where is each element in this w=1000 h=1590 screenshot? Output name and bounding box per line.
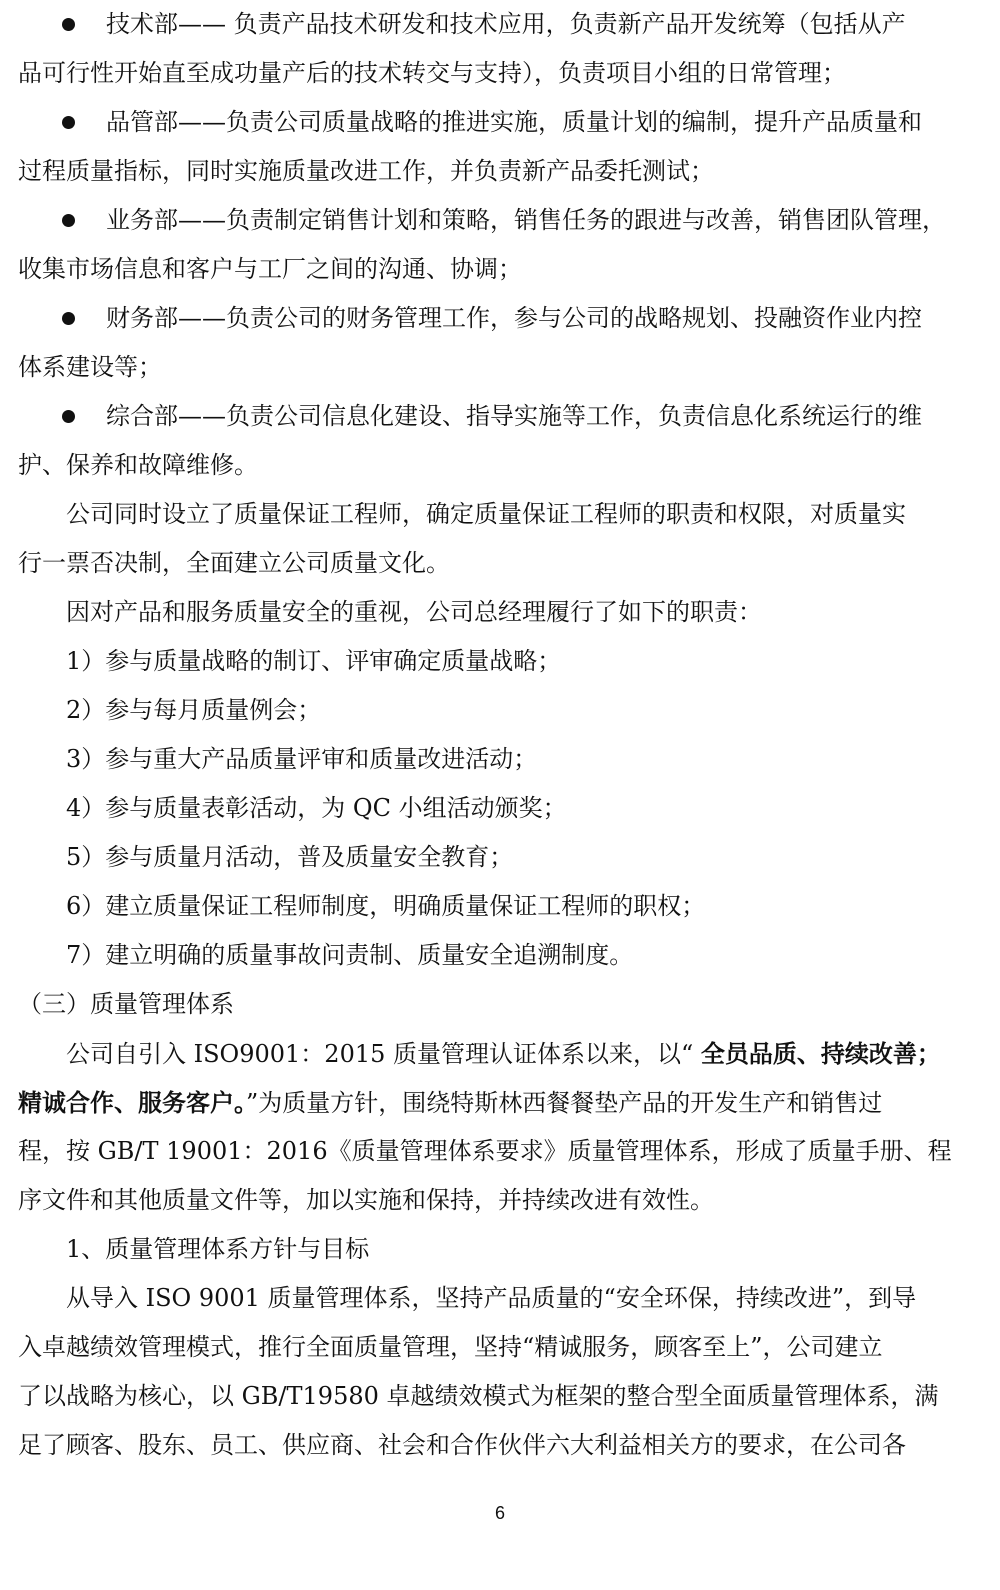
paragraph-excellence-cont xyxy=(0,1372,1000,1421)
duty-text: 2）参与每月质量例会； xyxy=(66,696,322,724)
paragraph-text: 入卓越绩效管理模式，推行全面质量管理，坚持“精诚服务，顾客至上”，公司建立 xyxy=(18,1333,883,1361)
bullet-item-sales xyxy=(0,196,1000,245)
bullet-item-tech-cont xyxy=(0,49,1000,98)
paragraph-text: 足了顾客、股东、员工、供应商、社会和合作伙伴六大利益相关方的要求，在公司各 xyxy=(18,1431,906,1459)
bullet-item-finance xyxy=(0,294,1000,343)
subheading-text: 1、质量管理体系方针与目标 xyxy=(66,1235,370,1263)
bullet-item-tech xyxy=(0,0,1000,49)
section-heading xyxy=(0,980,1000,1029)
duty-item xyxy=(0,735,1000,784)
paragraph-excellence-cont xyxy=(0,1421,1000,1470)
section-heading-text: （三）质量管理体系 xyxy=(18,990,234,1018)
paragraph-text: 公司自引入 ISO9001：2015 质量管理认证体系以来，以“ xyxy=(66,1040,701,1068)
duty-text: 6）建立质量保证工程师制度，明确质量保证工程师的职权； xyxy=(66,892,706,920)
paragraph-text: 公司同时设立了质量保证工程师，确定质量保证工程师的职责和权限，对质量实 xyxy=(66,500,906,528)
duty-text: 4）参与质量表彰活动，为 QC 小组活动颁奖； xyxy=(66,794,567,822)
paragraph-iso-cont xyxy=(0,1176,1000,1225)
duty-item xyxy=(0,931,1000,980)
bullet-item-general-cont xyxy=(0,441,1000,490)
duty-text: 1）参与质量战略的制订、评审确定质量战略； xyxy=(66,647,562,675)
bullet-item-quality-cont xyxy=(0,147,1000,196)
bullet-text: 综合部——负责公司信息化建设、指导实施等工作，负责信息化系统运行的维 xyxy=(106,402,922,430)
paragraph-iso xyxy=(0,1029,1000,1078)
paragraph-text: 因对产品和服务质量安全的重视，公司总经理履行了如下的职责： xyxy=(66,598,762,626)
bullet-icon xyxy=(62,214,75,227)
duty-item xyxy=(0,882,1000,931)
page-number: 6 xyxy=(494,1503,505,1523)
bullet-text-cont: 体系建设等； xyxy=(18,353,162,381)
duty-item xyxy=(0,637,1000,686)
paragraph-qa-cont xyxy=(0,539,1000,588)
bullet-text: 技术部—— 负责产品技术研发和技术应用，负责新产品开发统筹（包括从产 xyxy=(106,10,906,38)
paragraph-text: 行一票否决制，全面建立公司质量文化。 xyxy=(18,549,450,577)
bullet-icon xyxy=(62,18,75,31)
bullet-icon xyxy=(62,116,75,129)
duty-item xyxy=(0,784,1000,833)
quality-policy-text: 全员品质、持续改善； xyxy=(700,1039,941,1068)
paragraph-text: 从导入 ISO 9001 质量管理体系，坚持产品质量的“安全环保，持续改进”，到导 xyxy=(66,1284,917,1312)
bullet-icon xyxy=(62,410,75,423)
quality-policy-text: 精诚合作、服务客户。 xyxy=(18,1088,246,1117)
bullet-item-sales-cont xyxy=(0,245,1000,294)
bullet-text: 业务部——负责制定销售计划和策略，销售任务的跟进与改善，销售团队管理， xyxy=(106,206,946,234)
duty-text: 3）参与重大产品质量评审和质量改进活动； xyxy=(66,745,538,773)
bullet-text-cont: 护、保养和故障维修。 xyxy=(18,451,258,479)
paragraph-text: ”为质量方针，围绕特斯林西餐餐垫产品的开发生产和销售过 xyxy=(246,1089,883,1117)
duty-item xyxy=(0,833,1000,882)
duty-text: 7）建立明确的质量事故问责制、质量安全追溯制度。 xyxy=(66,941,634,969)
subheading xyxy=(0,1225,1000,1274)
bullet-text: 品管部——负责公司质量战略的推进实施，质量计划的编制，提升产品质量和 xyxy=(106,108,922,136)
paragraph-iso-cont xyxy=(0,1078,1000,1127)
bullet-text: 财务部——负责公司的财务管理工作，参与公司的战略规划、投融资作业内控 xyxy=(106,304,922,332)
duty-item xyxy=(0,686,1000,735)
paragraph-iso-line1 xyxy=(66,1029,941,1079)
bullet-text-cont: 过程质量指标，同时实施质量改进工作，并负责新产品委托测试； xyxy=(18,157,714,185)
duty-text: 5）参与质量月活动，普及质量安全教育； xyxy=(66,843,514,871)
paragraph-text: 了以战略为核心，以 GB/T19580 卓越绩效模式为框架的整合型全面质量管理体系，满 xyxy=(18,1382,939,1410)
paragraph-excellence xyxy=(0,1274,1000,1323)
bullet-item-general xyxy=(0,392,1000,441)
paragraph-iso-line2 xyxy=(18,1078,882,1128)
paragraph-text: 程，按 GB/T 19001：2016《质量管理体系要求》质量管理体系，形成了质量手册、程 xyxy=(18,1137,952,1165)
bullet-text-cont: 品可行性开始直至成功量产后的技术转交与支持），负责项目小组的日常管理； xyxy=(18,59,846,87)
paragraph-qa xyxy=(0,490,1000,539)
bullet-item-quality xyxy=(0,98,1000,147)
bullet-text-cont: 收集市场信息和客户与工厂之间的沟通、协调； xyxy=(18,255,522,283)
paragraph-gm-intro xyxy=(0,588,1000,637)
paragraph-text: 序文件和其他质量文件等，加以实施和保持，并持续改进有效性。 xyxy=(18,1186,714,1214)
paragraph-excellence-cont xyxy=(0,1323,1000,1372)
bullet-icon xyxy=(62,312,75,325)
paragraph-iso-cont xyxy=(0,1127,1000,1176)
bullet-item-finance-cont xyxy=(0,343,1000,392)
